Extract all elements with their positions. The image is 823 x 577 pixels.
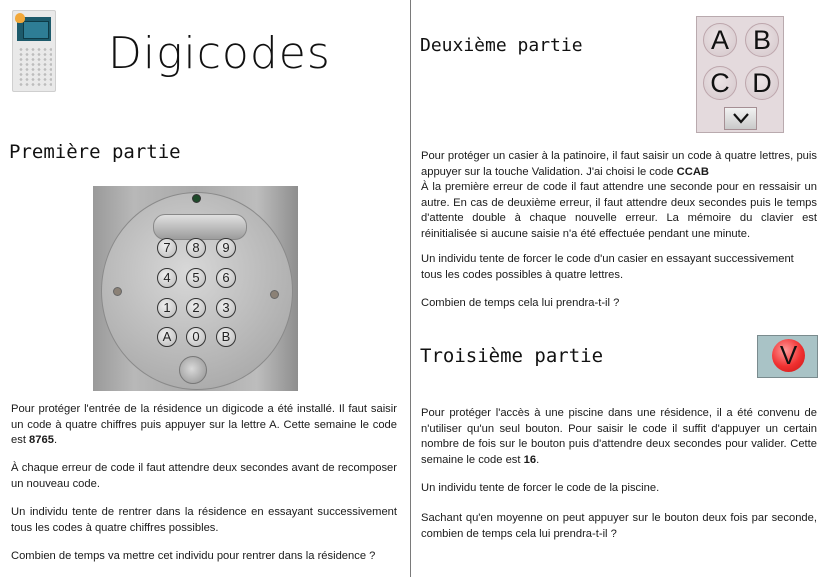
key-c-button: C [703,66,737,100]
single-button-panel [757,335,818,378]
keypad-key: B [216,327,236,347]
keypad-key: 3 [216,298,236,318]
keypad-key: 9 [216,238,236,258]
screw-icon [113,287,122,296]
part2-code: CCAB [676,165,709,178]
led-indicator-icon [192,194,201,203]
part3-question: Sachant qu'en moyenne on peut appuyer sur le bouton deux fois par seconde, combien de temps cela lui prendra-t-il ? [421,512,817,540]
keypad-key: 2 [186,298,206,318]
part2-paragraph-2: Un individu tente de forcer le code d'un casier en essayant successivement tous les codes possibles à quatre lettres. [421,253,794,281]
part3-code: 16 [523,453,537,466]
part1-paragraph-2: À chaque erreur de code il faut attendre deux secondes avant de recomposer un nouveau code. [11,462,397,490]
key-d-button: D [745,66,779,100]
abcd-keypad [696,16,784,133]
keypad-key: 5 [186,268,206,288]
keypad-key: 7 [157,238,177,258]
push-button-icon [179,356,207,384]
scratch-cat-icon [15,13,25,23]
part2-paragraph-1: Pour protéger un casier à la patinoire, il faut saisir un code à quatre lettres, puis appuyer sur la touche Validation. J'ai choisi le code CCAB À la première erreur de code il faut attendre une seconde pour en ressaisir un autre. En cas de deuxième erreur, il faut attendre deux secondes puis le temps d'attente double à chaque nouvelle erreur. La mémoire du clavier est réinitialisée si aucune saisie n'a été effectuée pendant une minute. [421,150,817,240]
part3-heading: Troisième partie [420,345,604,367]
keypad-key: A [157,327,177,347]
keypad-key: 4 [157,268,177,288]
digicode-keypad-photo [93,186,298,391]
part3-paragraph-2: Un individu tente de forcer le code de la piscine. [421,482,660,494]
part1-code: 8765 [29,434,54,446]
keypad-handle [153,214,247,240]
v-button: V [772,339,805,372]
keypad-key: 8 [186,238,206,258]
keypad-key: 0 [186,327,206,347]
part1-paragraph-3: Un individu tente de rentrer dans la résidence en essayant successivement tous les codes à quatre chiffres possibles. [11,506,397,534]
keypad-key: 6 [216,268,236,288]
keypad-key: 1 [157,298,177,318]
key-b-button: B [745,23,779,57]
part2-question: Combien de temps cela lui prendra-t-il ? [421,297,620,309]
chevron-down-icon [732,112,750,124]
page-title: Digicodes [108,28,331,79]
part1-paragraph-1: Pour protéger l'entrée de la résidence un digicode a été installé. Il faut saisir un code à quatre chiffres puis appuyer sur la lettre A. Cette semaine le code est 8765. [11,403,397,446]
part1-heading: Première partie [9,141,181,163]
key-a-button: A [703,23,737,57]
part3-paragraph-1: Pour protéger l'accès à une piscine dans une résidence, il a été convenu de n'utiliser qu'un seul bouton. Pour saisir le code il suffit d'appuyer un certain nombre de fois sur le bouton puis d'attendre deux secondes pour valider. Cette semaine le code est 16. [421,407,817,466]
part1-question: Combien de temps va mettre cet individu pour rentrer dans la résidence ? [11,550,376,562]
part2-heading: Deuxième partie [420,35,583,56]
screw-icon [270,290,279,299]
column-divider [410,0,411,577]
validate-button [724,107,757,130]
calculator-logo-icon [12,10,56,92]
